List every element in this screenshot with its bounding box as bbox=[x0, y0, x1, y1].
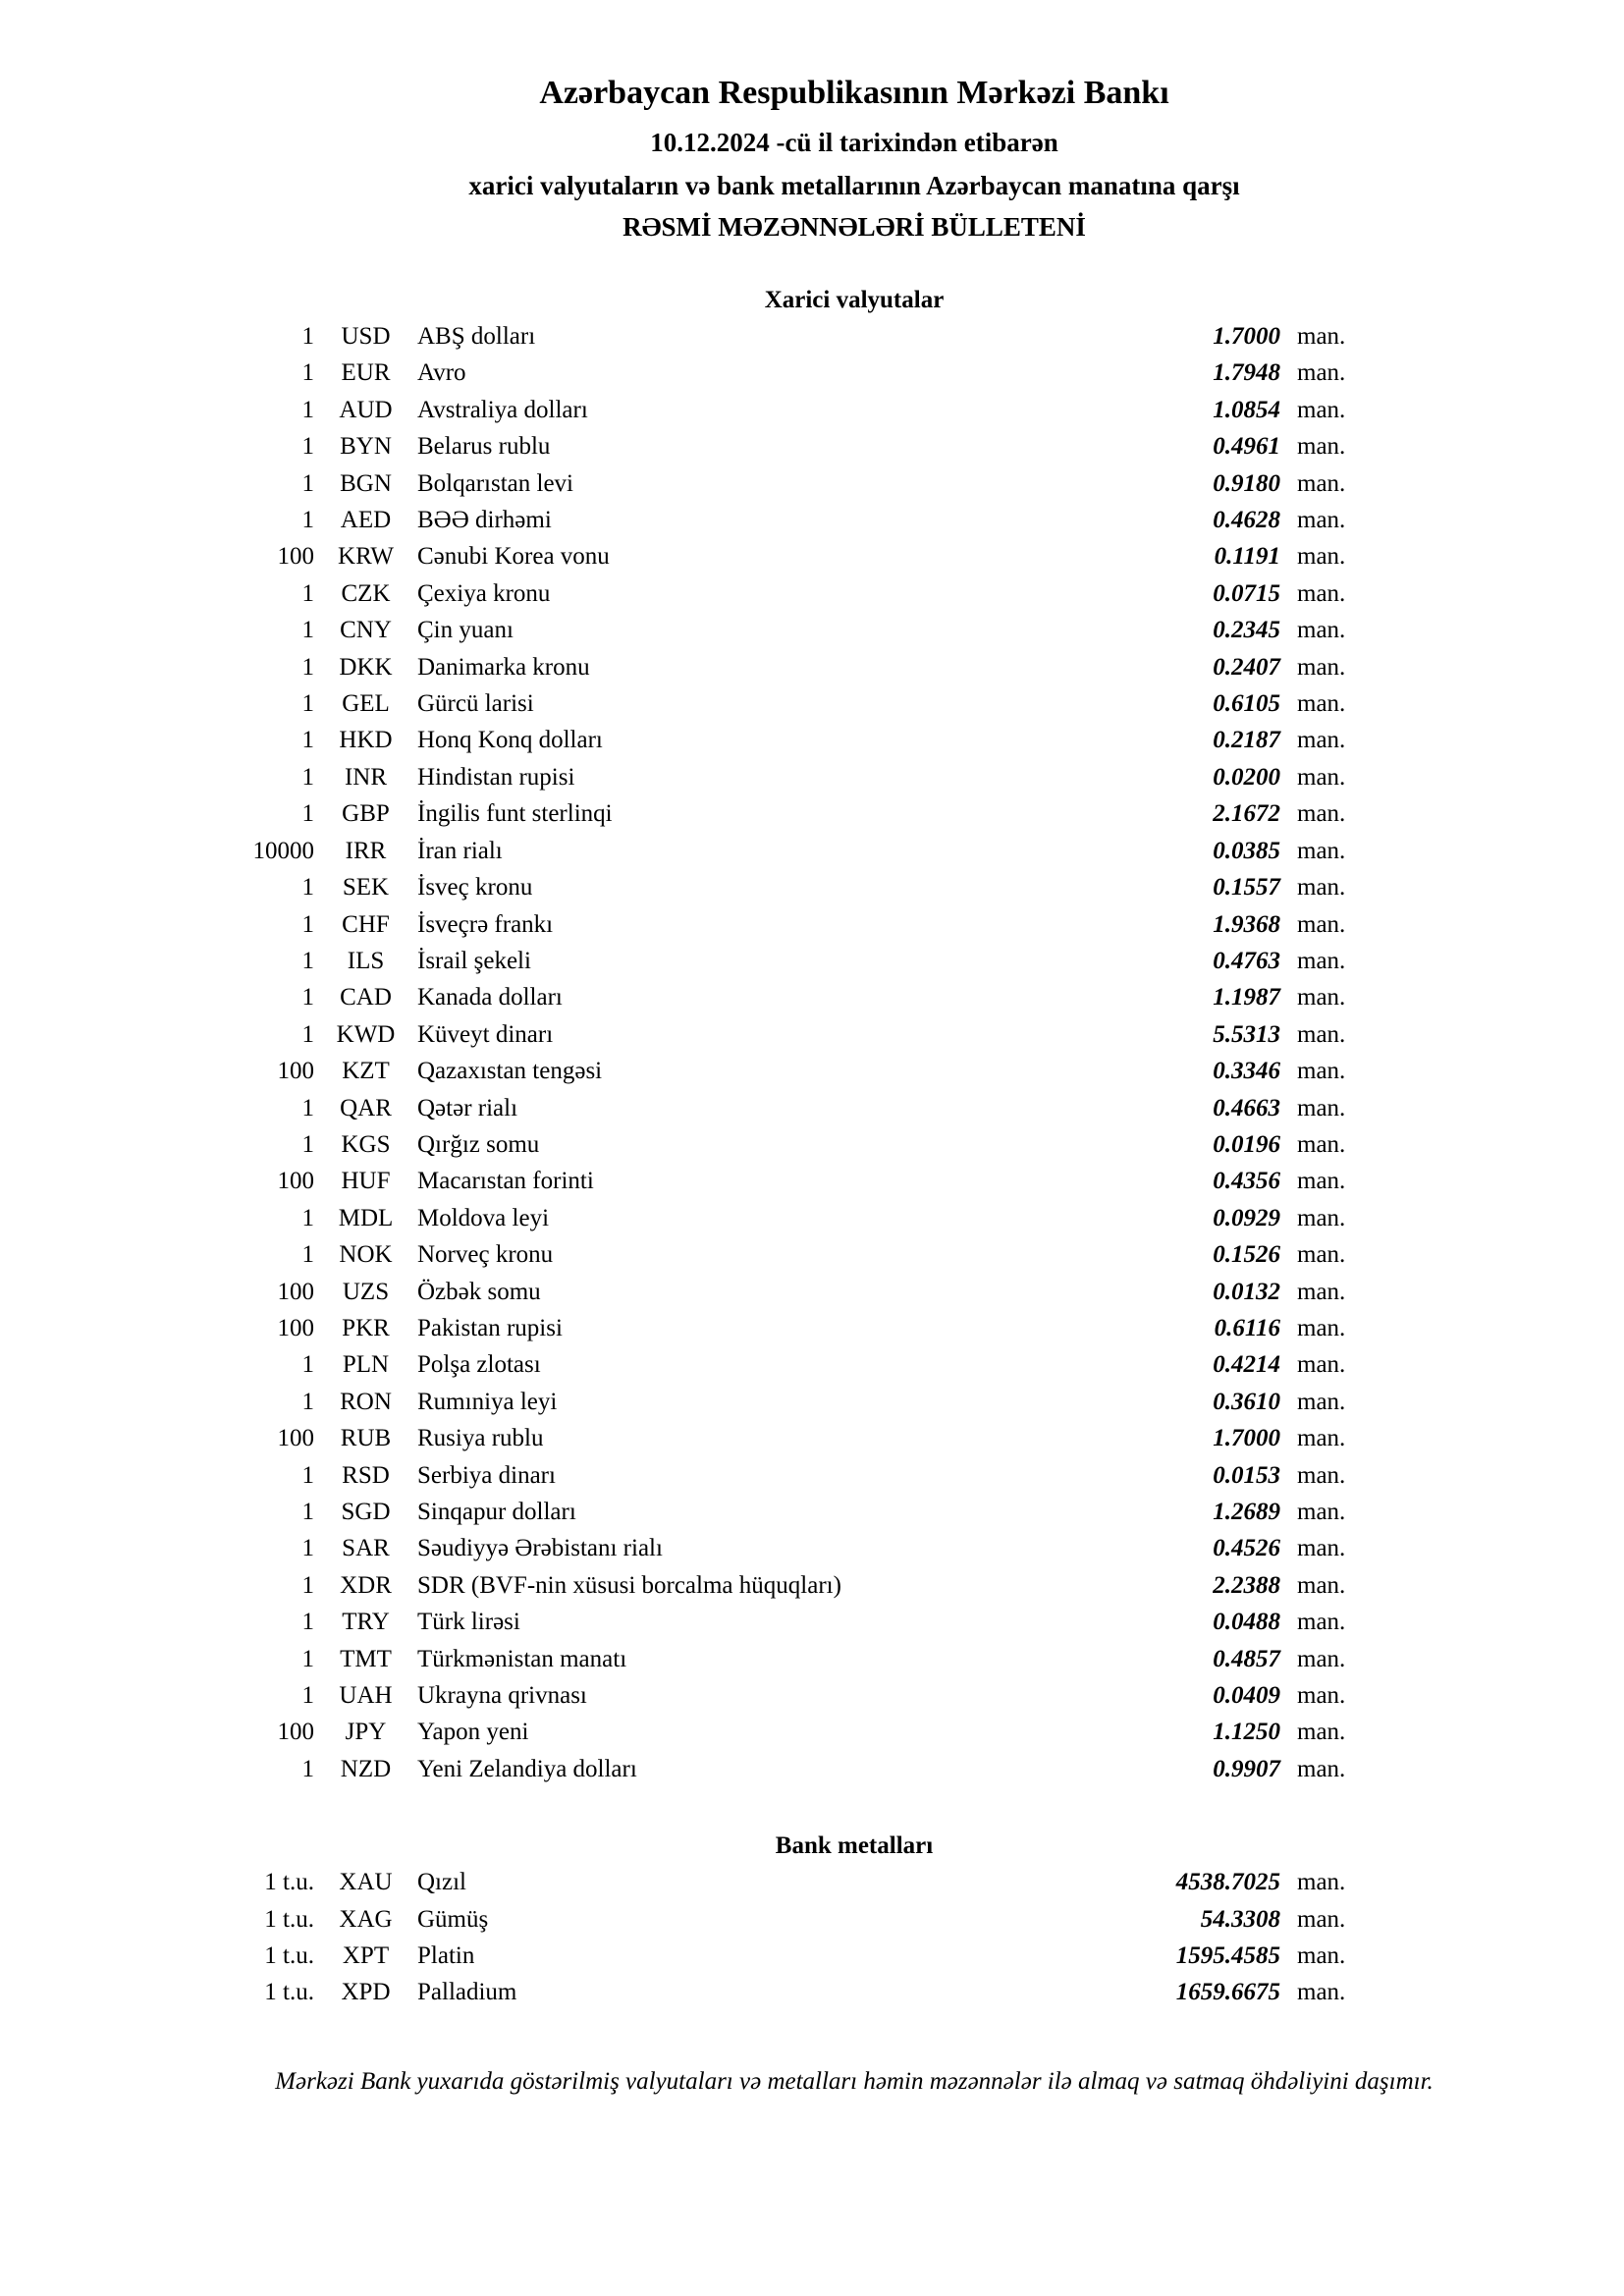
currency-rate: 2.1672 bbox=[1213, 800, 1280, 828]
metal-unit-label: man. bbox=[1297, 1905, 1346, 1933]
currency-rate: 5.5313 bbox=[1213, 1020, 1280, 1048]
currency-nominal: 1 bbox=[301, 433, 314, 461]
currency-rate: 0.0200 bbox=[1213, 763, 1280, 791]
currency-name: Gürcü larisi bbox=[417, 690, 534, 718]
currency-nominal: 1 bbox=[301, 690, 314, 718]
currency-name: Cənubi Korea vonu bbox=[417, 543, 610, 571]
currency-unit-label: man. bbox=[1297, 1314, 1346, 1341]
currency-name: Avstraliya dolları bbox=[417, 396, 588, 423]
currency-row bbox=[128, 1126, 1367, 1163]
currency-code: DKK bbox=[339, 653, 393, 681]
metal-name: Gümüş bbox=[417, 1905, 489, 1933]
currency-nominal: 1 bbox=[301, 1461, 314, 1489]
currency-unit-label: man. bbox=[1297, 1645, 1346, 1672]
currencies-section-title: Xarici valyutalar bbox=[764, 287, 945, 313]
currency-name: Qazaxıstan tengəsi bbox=[417, 1058, 603, 1085]
currency-code: KGS bbox=[341, 1130, 391, 1158]
currency-code: PLN bbox=[342, 1351, 390, 1379]
currency-nominal: 1 bbox=[301, 727, 314, 754]
currency-row bbox=[128, 1346, 1367, 1383]
currency-nominal: 1 bbox=[301, 1094, 314, 1121]
metal-row bbox=[128, 1938, 1367, 1974]
currency-row bbox=[128, 1751, 1367, 1787]
metal-row bbox=[128, 1901, 1367, 1938]
currency-code: USD bbox=[341, 323, 391, 350]
currency-nominal: 100 bbox=[277, 1168, 314, 1195]
currency-rate: 0.2407 bbox=[1213, 653, 1280, 681]
currency-name: Səudiyyə Ərəbistanı rialı bbox=[417, 1535, 663, 1562]
effective-date-line: 10.12.2024 -cü il tarixindən etibarən bbox=[650, 128, 1058, 157]
currency-rate: 1.1250 bbox=[1213, 1719, 1280, 1746]
currency-code: SEK bbox=[342, 874, 390, 902]
currency-name: Ukrayna qrivnası bbox=[417, 1682, 587, 1710]
currency-name: Türk lirəsi bbox=[417, 1609, 520, 1636]
metal-code: XAG bbox=[339, 1905, 393, 1933]
currency-unit-label: man. bbox=[1297, 1241, 1346, 1269]
currency-unit-label: man. bbox=[1297, 874, 1346, 902]
currency-rate: 0.4663 bbox=[1213, 1094, 1280, 1121]
currency-name: Rumıniya leyi bbox=[417, 1388, 558, 1415]
currency-name: Yapon yeni bbox=[417, 1719, 529, 1746]
metal-code: XAU bbox=[339, 1869, 393, 1896]
metal-name: Palladium bbox=[417, 1979, 517, 2006]
currency-name: İngilis funt sterlinqi bbox=[417, 800, 613, 828]
currency-name: Yeni Zelandiya dolları bbox=[417, 1755, 637, 1782]
currency-unit-label: man. bbox=[1297, 359, 1346, 387]
currency-nominal: 100 bbox=[277, 1058, 314, 1085]
currency-rate: 1.9368 bbox=[1213, 910, 1280, 938]
currency-row bbox=[128, 428, 1367, 465]
currency-row bbox=[128, 465, 1367, 502]
currency-unit-label: man. bbox=[1297, 984, 1346, 1011]
currency-row bbox=[128, 1604, 1367, 1640]
currency-code: ILS bbox=[347, 947, 385, 974]
currency-code: HKD bbox=[339, 727, 393, 754]
currency-unit-label: man. bbox=[1297, 1094, 1346, 1121]
currency-rate: 0.2187 bbox=[1213, 727, 1280, 754]
currency-name: İsveçrə frankı bbox=[417, 910, 554, 938]
currency-unit-label: man. bbox=[1297, 396, 1346, 423]
currency-row bbox=[128, 943, 1367, 979]
currency-code: JPY bbox=[345, 1719, 387, 1746]
currency-name: Moldova leyi bbox=[417, 1204, 550, 1231]
currency-code: SGD bbox=[341, 1499, 391, 1525]
currency-rate: 1.2689 bbox=[1213, 1499, 1280, 1525]
currency-name: Küveyt dinarı bbox=[417, 1020, 554, 1048]
currency-unit-label: man. bbox=[1297, 1278, 1346, 1305]
currency-row bbox=[128, 1677, 1367, 1714]
metal-nominal: 1 t.u. bbox=[264, 1905, 314, 1933]
currency-row bbox=[128, 1714, 1367, 1750]
currency-unit-label: man. bbox=[1297, 1719, 1346, 1746]
currency-name: Pakistan rupisi bbox=[417, 1314, 563, 1341]
metal-unit-label: man. bbox=[1297, 1869, 1346, 1896]
currency-code: TMT bbox=[340, 1645, 392, 1672]
currency-rate: 0.0132 bbox=[1213, 1278, 1280, 1305]
currency-nominal: 1 bbox=[301, 874, 314, 902]
currency-name: Danimarka kronu bbox=[417, 653, 590, 681]
currency-rate: 0.3610 bbox=[1213, 1388, 1280, 1415]
currency-nominal: 10000 bbox=[252, 837, 314, 864]
currency-name: Macarıstan forinti bbox=[417, 1168, 594, 1195]
currency-nominal: 1 bbox=[301, 396, 314, 423]
currency-unit-label: man. bbox=[1297, 763, 1346, 791]
metal-nominal: 1 t.u. bbox=[264, 1942, 314, 1970]
page-content bbox=[88, 0, 1620, 2097]
currency-unit-label: man. bbox=[1297, 1020, 1346, 1048]
currency-code: KWD bbox=[336, 1020, 396, 1048]
currency-code: HUF bbox=[341, 1168, 391, 1195]
currency-row bbox=[128, 1457, 1367, 1494]
currency-row bbox=[128, 1641, 1367, 1677]
currency-row bbox=[128, 869, 1367, 905]
metals-table bbox=[128, 1864, 1367, 2011]
currency-code: QAR bbox=[340, 1094, 392, 1121]
currency-nominal: 1 bbox=[301, 617, 314, 644]
metal-nominal: 1 t.u. bbox=[264, 1979, 314, 2006]
currency-rate: 0.4526 bbox=[1213, 1535, 1280, 1562]
currency-code: SAR bbox=[342, 1535, 390, 1562]
currency-code: RON bbox=[340, 1388, 392, 1415]
currency-code: BYN bbox=[340, 433, 392, 461]
currency-rate: 0.1557 bbox=[1213, 874, 1280, 902]
metal-rate: 1659.6675 bbox=[1175, 1979, 1280, 2006]
currency-name: İsveç kronu bbox=[417, 874, 533, 902]
currency-nominal: 1 bbox=[301, 984, 314, 1011]
currency-code: CNY bbox=[340, 617, 392, 644]
currency-code: NZD bbox=[340, 1755, 392, 1782]
currency-row bbox=[128, 355, 1367, 391]
currency-unit-label: man. bbox=[1297, 1535, 1346, 1562]
currency-rate: 0.0409 bbox=[1213, 1682, 1280, 1710]
currency-nominal: 1 bbox=[301, 1130, 314, 1158]
currency-row bbox=[128, 538, 1367, 574]
currency-code: TRY bbox=[342, 1609, 390, 1636]
currency-unit-label: man. bbox=[1297, 727, 1346, 754]
currency-code: BGN bbox=[340, 469, 392, 497]
currency-unit-label: man. bbox=[1297, 1425, 1346, 1452]
currency-row bbox=[128, 1274, 1367, 1310]
currency-unit-label: man. bbox=[1297, 1204, 1346, 1231]
currency-row bbox=[128, 1567, 1367, 1604]
header-subtitle: xarici valyutaların və bank metallarının Azərbaycan manatına qarşı bbox=[468, 171, 1240, 200]
currency-code: UZS bbox=[342, 1278, 390, 1305]
currency-row bbox=[128, 1530, 1367, 1566]
currency-rate: 0.4857 bbox=[1213, 1645, 1280, 1672]
currency-unit-label: man. bbox=[1297, 543, 1346, 571]
metals-section-title: Bank metalları bbox=[775, 1832, 934, 1860]
currency-unit-label: man. bbox=[1297, 1388, 1346, 1415]
currency-unit-label: man. bbox=[1297, 469, 1346, 497]
currency-row bbox=[128, 612, 1367, 648]
currency-rate: 0.2345 bbox=[1213, 617, 1280, 644]
currency-unit-label: man. bbox=[1297, 1682, 1346, 1710]
currency-code: GBP bbox=[342, 800, 390, 828]
currency-nominal: 1 bbox=[301, 323, 314, 350]
currency-code: GEL bbox=[342, 690, 390, 718]
currency-code: IRR bbox=[345, 837, 387, 864]
currency-nominal: 100 bbox=[277, 543, 314, 571]
currency-code: AUD bbox=[339, 396, 393, 423]
currency-row bbox=[128, 795, 1367, 832]
metal-unit-label: man. bbox=[1297, 1942, 1346, 1970]
currency-nominal: 1 bbox=[301, 800, 314, 828]
currency-name: Hindistan rupisi bbox=[417, 763, 575, 791]
currency-name: Honq Konq dolları bbox=[417, 727, 603, 754]
currency-rate: 1.7000 bbox=[1213, 323, 1280, 350]
currency-nominal: 1 bbox=[301, 763, 314, 791]
currency-code: KZT bbox=[342, 1058, 390, 1085]
currency-unit-label: man. bbox=[1297, 323, 1346, 350]
currency-rate: 0.0153 bbox=[1213, 1461, 1280, 1489]
currency-unit-label: man. bbox=[1297, 837, 1346, 864]
currency-row bbox=[128, 1090, 1367, 1126]
currency-row bbox=[128, 1053, 1367, 1089]
currency-unit-label: man. bbox=[1297, 1499, 1346, 1525]
currency-name: Belarus rublu bbox=[417, 433, 551, 461]
currency-rate: 0.9180 bbox=[1213, 469, 1280, 497]
currency-unit-label: man. bbox=[1297, 1058, 1346, 1085]
currency-unit-label: man. bbox=[1297, 507, 1346, 534]
currency-name: Sinqapur dolları bbox=[417, 1499, 576, 1525]
currency-code: AED bbox=[340, 507, 392, 534]
currency-nominal: 1 bbox=[301, 359, 314, 387]
document-header bbox=[88, 0, 1620, 244]
metal-rate: 54.3308 bbox=[1200, 1905, 1280, 1933]
currency-code: INR bbox=[344, 763, 388, 791]
currency-name: İran rialı bbox=[417, 837, 503, 864]
currency-nominal: 1 bbox=[301, 1388, 314, 1415]
currency-row bbox=[128, 575, 1367, 612]
currency-row bbox=[128, 1163, 1367, 1199]
currency-name: Türkmənistan manatı bbox=[417, 1645, 627, 1672]
currency-name: BƏƏ dirhəmi bbox=[417, 507, 552, 534]
currency-nominal: 1 bbox=[301, 1609, 314, 1636]
metal-code: XPD bbox=[341, 1979, 391, 2006]
currency-row bbox=[128, 979, 1367, 1015]
currency-name: Serbiya dinarı bbox=[417, 1461, 556, 1489]
currency-row bbox=[128, 502, 1367, 538]
metal-name: Platin bbox=[417, 1942, 475, 1970]
currency-name: Qətər rialı bbox=[417, 1094, 518, 1121]
disclaimer-text: Mərkəzi Bank yuxarıda göstərilmiş valyutaları və metalları həmin məzənnələr ilə almaq və satmaq öhdəliyini daşımır. bbox=[275, 2067, 1434, 2095]
currency-nominal: 1 bbox=[301, 1241, 314, 1269]
currency-unit-label: man. bbox=[1297, 1461, 1346, 1489]
currency-name: Özbək somu bbox=[417, 1278, 541, 1305]
currency-nominal: 1 bbox=[301, 1020, 314, 1048]
currency-rate: 0.4628 bbox=[1213, 507, 1280, 534]
metal-rate: 1595.4585 bbox=[1175, 1942, 1280, 1970]
currency-name: Norveç kronu bbox=[417, 1241, 554, 1269]
currency-nominal: 1 bbox=[301, 1535, 314, 1562]
metal-name: Qızıl bbox=[417, 1869, 466, 1896]
currency-row bbox=[128, 392, 1367, 428]
metal-code: XPT bbox=[342, 1942, 390, 1970]
currency-nominal: 1 bbox=[301, 507, 314, 534]
currency-row bbox=[128, 759, 1367, 795]
currency-rate: 1.7948 bbox=[1213, 359, 1280, 387]
currency-nominal: 1 bbox=[301, 653, 314, 681]
currency-code: RSD bbox=[342, 1461, 390, 1489]
currency-code: KRW bbox=[338, 543, 394, 571]
currency-unit-label: man. bbox=[1297, 1168, 1346, 1195]
currency-rate: 0.0196 bbox=[1213, 1130, 1280, 1158]
currency-nominal: 100 bbox=[277, 1425, 314, 1452]
metal-row bbox=[128, 1864, 1367, 1900]
currency-nominal: 1 bbox=[301, 947, 314, 974]
currency-code: CZK bbox=[341, 579, 391, 607]
currency-row bbox=[128, 318, 1367, 355]
currency-unit-label: man. bbox=[1297, 1609, 1346, 1636]
currency-rate: 0.4961 bbox=[1213, 433, 1280, 461]
currency-rate: 1.0854 bbox=[1213, 396, 1280, 423]
currency-rate: 1.7000 bbox=[1213, 1425, 1280, 1452]
currency-unit-label: man. bbox=[1297, 1351, 1346, 1379]
currency-nominal: 100 bbox=[277, 1719, 314, 1746]
currency-unit-label: man. bbox=[1297, 1755, 1346, 1782]
metal-unit-label: man. bbox=[1297, 1979, 1346, 2006]
currency-row bbox=[128, 1384, 1367, 1420]
currency-code: RUB bbox=[340, 1425, 392, 1452]
currency-row bbox=[128, 1200, 1367, 1236]
currency-row bbox=[128, 1310, 1367, 1346]
currency-rate: 0.6116 bbox=[1214, 1314, 1280, 1341]
currency-code: NOK bbox=[339, 1241, 393, 1269]
currency-rate: 0.1191 bbox=[1214, 543, 1280, 571]
currency-rate: 0.0929 bbox=[1213, 1204, 1280, 1231]
currency-row bbox=[128, 833, 1367, 869]
currency-nominal: 1 bbox=[301, 469, 314, 497]
bulletin-title: RƏSMİ MƏZƏNNƏLƏRİ BÜLLETENİ bbox=[623, 212, 1086, 242]
currency-name: SDR (BVF-nin xüsusi borcalma hüquqları) bbox=[417, 1571, 841, 1599]
currency-rate: 0.4763 bbox=[1213, 947, 1280, 974]
metal-rate: 4538.7025 bbox=[1175, 1869, 1280, 1896]
currency-name: Çexiya kronu bbox=[417, 579, 551, 607]
currency-unit-label: man. bbox=[1297, 910, 1346, 938]
currency-rate: 0.1526 bbox=[1213, 1241, 1280, 1269]
currency-unit-label: man. bbox=[1297, 947, 1346, 974]
currency-name: Bolqarıstan levi bbox=[417, 469, 573, 497]
currency-code: XDR bbox=[340, 1571, 392, 1599]
metal-nominal: 1 t.u. bbox=[264, 1869, 314, 1896]
currency-rate: 0.4356 bbox=[1213, 1168, 1280, 1195]
currency-nominal: 1 bbox=[301, 1682, 314, 1710]
currency-unit-label: man. bbox=[1297, 690, 1346, 718]
currency-nominal: 1 bbox=[301, 579, 314, 607]
currency-rate: 2.2388 bbox=[1213, 1571, 1280, 1599]
currency-code: CHF bbox=[342, 910, 390, 938]
currency-row bbox=[128, 1420, 1367, 1456]
currency-unit-label: man. bbox=[1297, 1130, 1346, 1158]
currency-unit-label: man. bbox=[1297, 1571, 1346, 1599]
currency-nominal: 100 bbox=[277, 1314, 314, 1341]
currency-nominal: 1 bbox=[301, 1645, 314, 1672]
currency-code: CAD bbox=[340, 984, 392, 1011]
currency-nominal: 100 bbox=[277, 1278, 314, 1305]
currency-rate: 0.9907 bbox=[1213, 1755, 1280, 1782]
bank-name-title: Azərbaycan Respublikasının Mərkəzi Bankı bbox=[539, 75, 1169, 111]
currency-row bbox=[128, 1494, 1367, 1530]
currency-rate: 0.4214 bbox=[1213, 1351, 1280, 1379]
currency-rate: 1.1987 bbox=[1213, 984, 1280, 1011]
currency-code: EUR bbox=[341, 359, 391, 387]
currency-code: PKR bbox=[342, 1314, 390, 1341]
currency-row bbox=[128, 1236, 1367, 1273]
currency-row bbox=[128, 906, 1367, 943]
currency-nominal: 1 bbox=[301, 910, 314, 938]
currency-row bbox=[128, 649, 1367, 685]
currency-unit-label: man. bbox=[1297, 433, 1346, 461]
currency-name: ABŞ dolları bbox=[417, 323, 536, 350]
currency-unit-label: man. bbox=[1297, 800, 1346, 828]
currency-name: Qırğız somu bbox=[417, 1130, 540, 1158]
currency-name: Kanada dolları bbox=[417, 984, 563, 1011]
currency-rate: 0.3346 bbox=[1213, 1058, 1280, 1085]
currency-unit-label: man. bbox=[1297, 579, 1346, 607]
currency-rate: 0.0385 bbox=[1213, 837, 1280, 864]
currency-row bbox=[128, 685, 1367, 722]
currency-nominal: 1 bbox=[301, 1755, 314, 1782]
currency-nominal: 1 bbox=[301, 1351, 314, 1379]
currency-name: Avro bbox=[417, 359, 466, 387]
currency-rate: 0.0488 bbox=[1213, 1609, 1280, 1636]
currency-row bbox=[128, 1016, 1367, 1053]
currency-name: Çin yuanı bbox=[417, 617, 514, 644]
currency-rate: 0.0715 bbox=[1213, 579, 1280, 607]
currency-name: Polşa zlotası bbox=[417, 1351, 541, 1379]
currency-code: MDL bbox=[338, 1204, 394, 1231]
currency-name: İsrail şekeli bbox=[417, 947, 531, 974]
currency-unit-label: man. bbox=[1297, 653, 1346, 681]
currency-code: UAH bbox=[339, 1682, 393, 1710]
currency-row bbox=[128, 722, 1367, 758]
currency-rate: 0.6105 bbox=[1213, 690, 1280, 718]
currency-name: Rusiya rublu bbox=[417, 1425, 544, 1452]
currency-nominal: 1 bbox=[301, 1499, 314, 1525]
currency-unit-label: man. bbox=[1297, 617, 1346, 644]
currency-nominal: 1 bbox=[301, 1204, 314, 1231]
currency-nominal: 1 bbox=[301, 1571, 314, 1599]
currencies-table bbox=[128, 318, 1367, 1787]
metal-row bbox=[128, 1974, 1367, 2010]
